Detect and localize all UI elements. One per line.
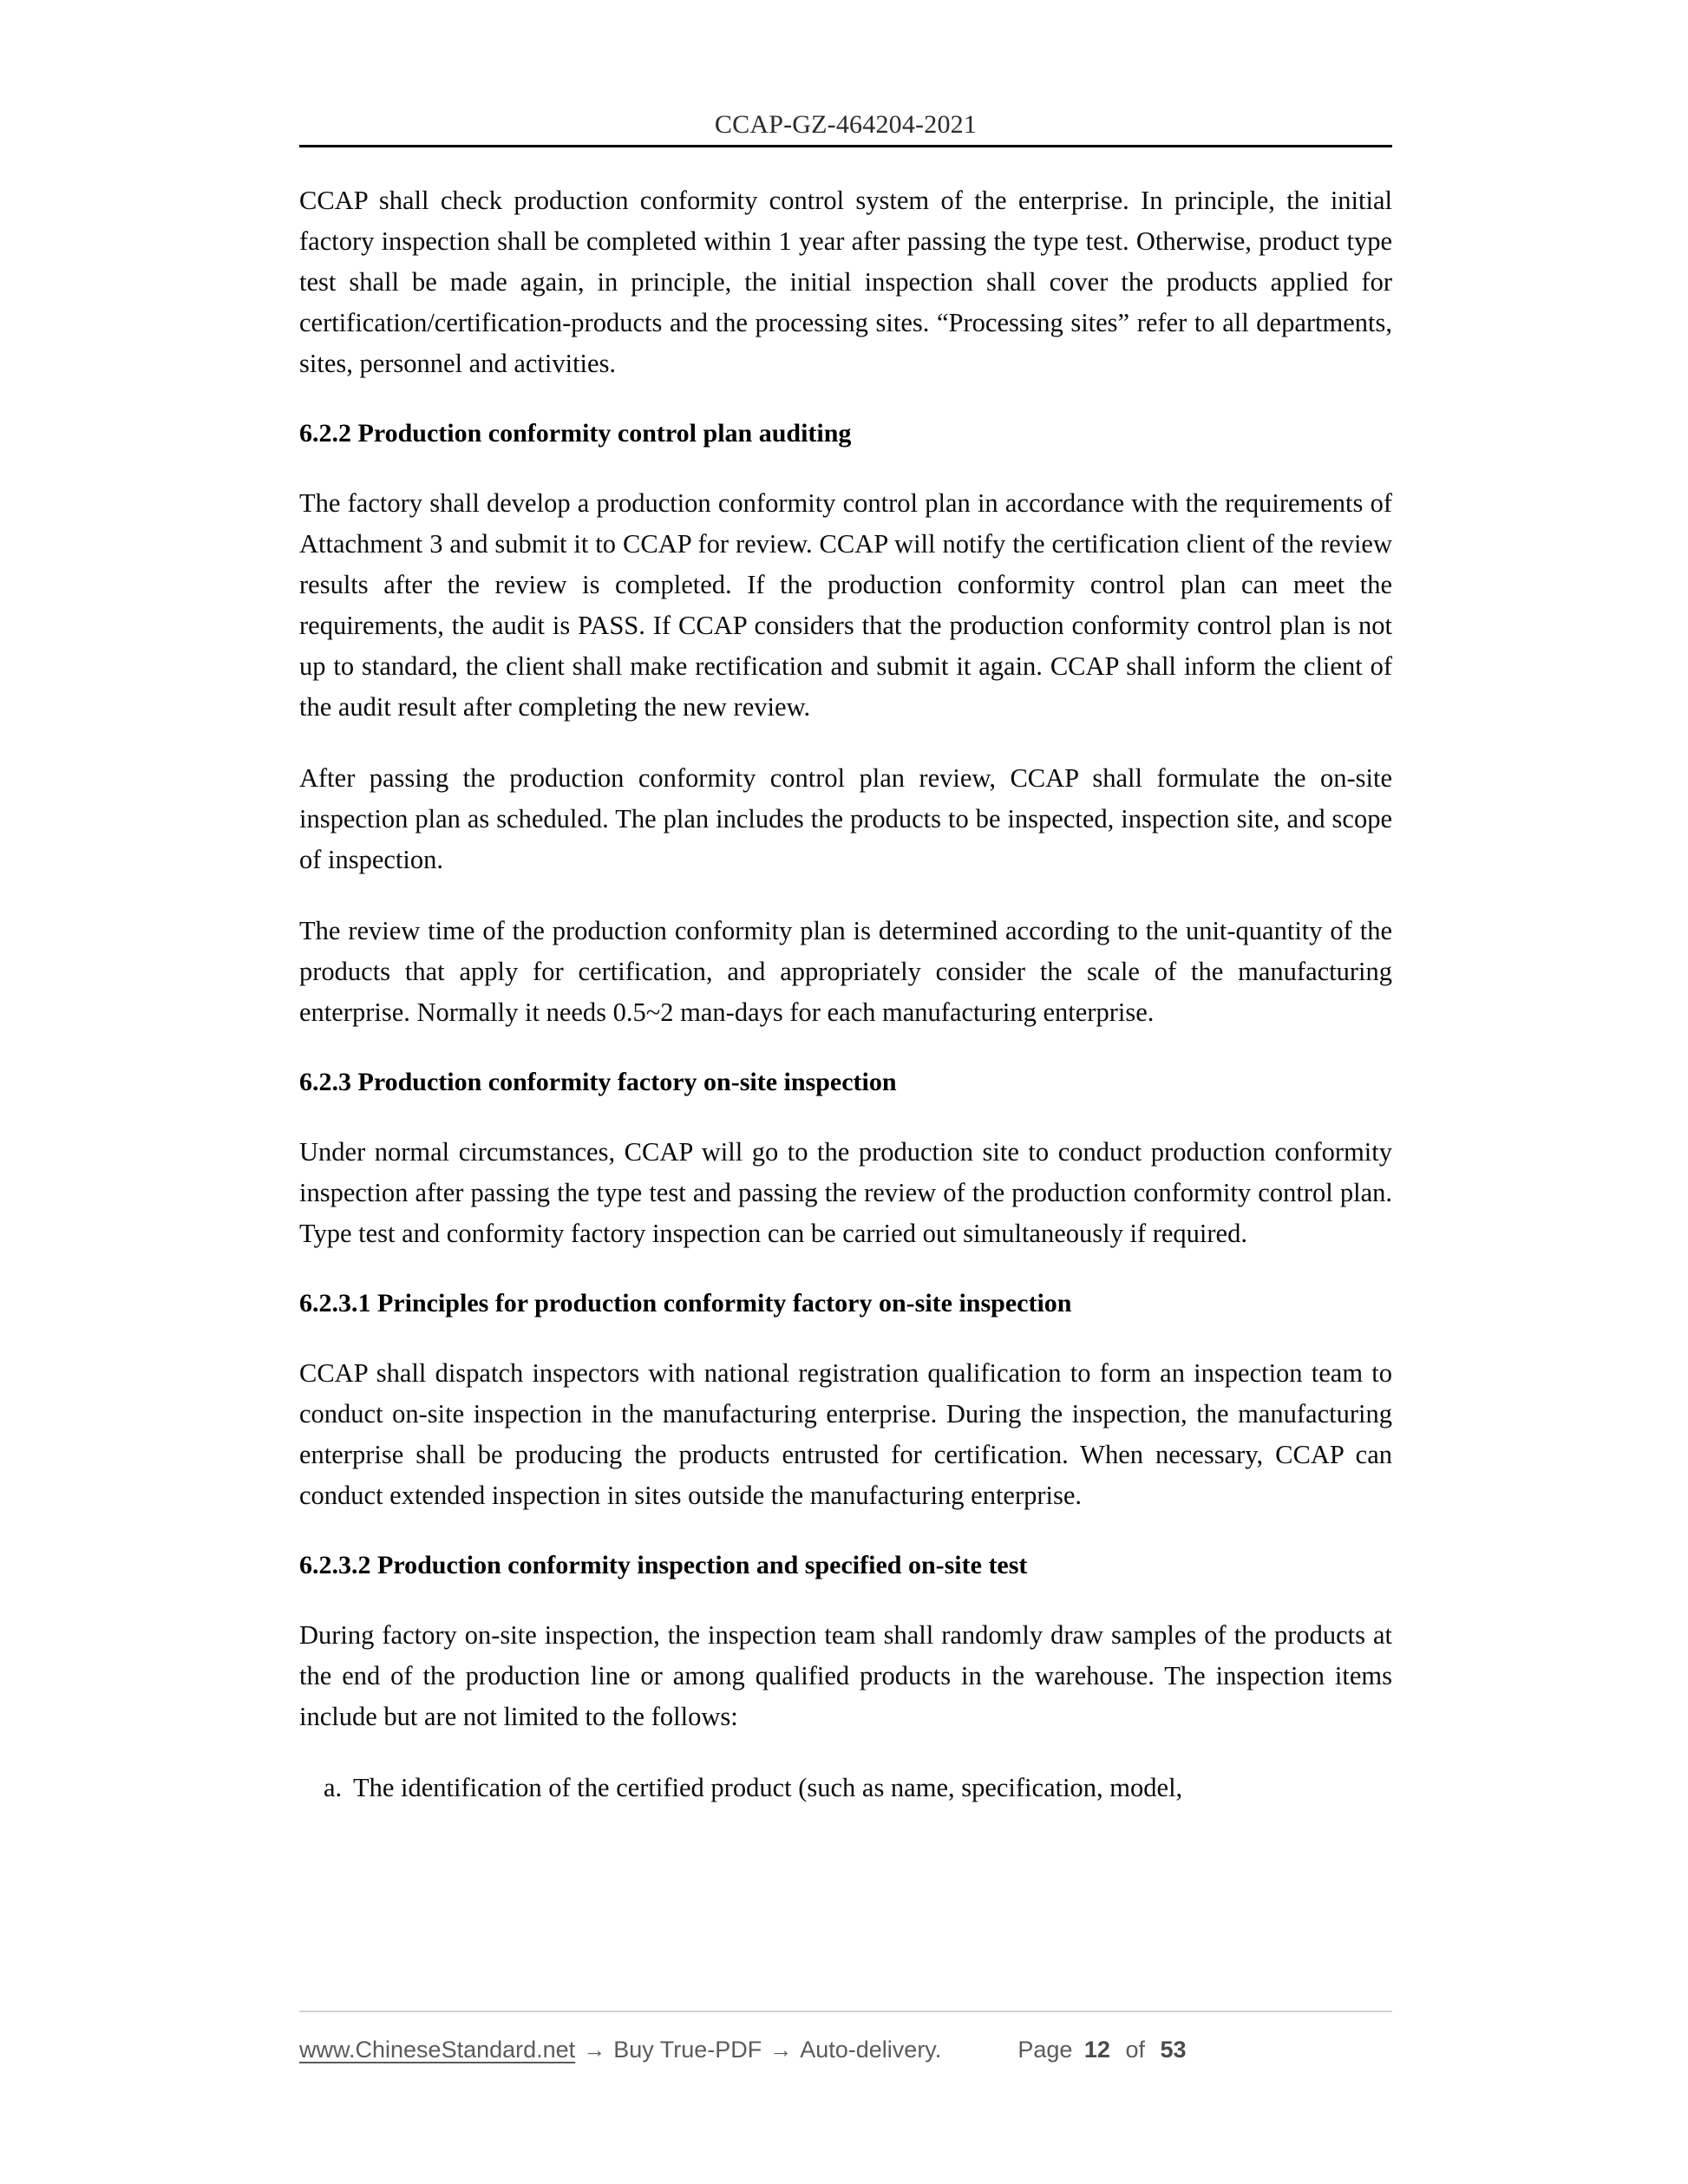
arrow-right-icon: → xyxy=(583,2037,606,2063)
page-label: Page xyxy=(1017,2037,1073,2063)
paragraph-6-2-2-2: After passing the production conformity control plan review, CCAP shall formulate the on-site inspection plan as scheduled. The plan includes the products to be inspected, inspection site, and scope of inspection. xyxy=(299,763,1392,874)
footer-promo-auto-delivery: Auto-delivery. xyxy=(800,2037,942,2063)
heading-6-2-3-1: 6.2.3.1 Principles for production conformity factory on-site inspection xyxy=(299,1289,1072,1318)
chinesestandard-link[interactable]: www.ChineseStandard.net xyxy=(299,2037,576,2063)
document-body xyxy=(299,180,1392,1817)
header-document-code: CCAP-GZ-464204-2021 xyxy=(714,110,978,139)
paragraph-intro: CCAP shall check production conformity control system of the enterprise. In principle, the initial factory inspection shall be completed within 1 year after passing the type test. Otherwise, product type test shall be made again, in principle, the initial inspection shall cover the products applied for certification/certification-products and the processing sites. “Processing sites” refer to all departments, sites, personnel and activities. xyxy=(299,186,1392,378)
paragraph-6-2-3-2-1: During factory on-site inspection, the inspection team shall randomly draw samples of the products at the end of the production line or among qualified products in the warehouse. The inspection items include but are not limited to the follows: xyxy=(299,1620,1392,1731)
footer-promo-buy-true-pdf: Buy True-PDF xyxy=(613,2037,762,2063)
inspection-items-list xyxy=(299,1768,1392,1808)
page-indicator xyxy=(1017,2037,1191,2063)
list-item-text: The identification of the certified product (such as name, specification, model, xyxy=(353,1773,1183,1802)
document-header xyxy=(299,111,1392,147)
heading-6-2-2: 6.2.2 Production conformity control plan auditing xyxy=(299,419,852,448)
paragraph-6-2-2-1: The factory shall develop a production conformity control plan in accordance with the requirements of Attachment 3 and submit it to CCAP for review. CCAP will notify the certification client of the review results after the review is completed. If the production conformity control plan can meet the requirements, the audit is PASS. If CCAP considers that the production conformity control plan is not up to standard, the client shall make rectification and submit it again. CCAP shall inform the client of the audit result after completing the new review. xyxy=(299,488,1392,722)
paragraph-6-2-3-1: Under normal circumstances, CCAP will go to the production site to conduct production conformity inspection after passing the type test and passing the review of the production conformity control plan. Type test and conformity factory inspection can be carried out simultaneously if required. xyxy=(299,1137,1392,1248)
footer-divider xyxy=(299,2011,1392,2012)
header-divider xyxy=(299,145,1392,147)
arrow-right-icon-second: → xyxy=(769,2037,793,2063)
page-of-label: of xyxy=(1125,2037,1145,2063)
heading-6-2-3-2: 6.2.3.2 Production conformity inspection and specified on-site test xyxy=(299,1551,1028,1579)
current-page-number: 12 xyxy=(1083,2037,1110,2063)
paragraph-6-2-2-3: The review time of the production conformity plan is determined according to the unit-quantity of the products that apply for certification, and appropriately consider the scale of the manufacturing enterprise. Normally it needs 0.5~2 man-days for each manufacturing enterprise. xyxy=(299,916,1392,1027)
document-footer xyxy=(299,2011,1392,2063)
heading-6-2-3: 6.2.3 Production conformity factory on-site inspection xyxy=(299,1068,897,1096)
paragraph-6-2-3-1-1: CCAP shall dispatch inspectors with national registration qualification to form an inspection team to conduct on-site inspection in the manufacturing enterprise. During the inspection, the manufacturing enterprise shall be producing the products entrusted for certification. When necessary, CCAP can conduct extended inspection in sites outside the manufacturing enterprise. xyxy=(299,1358,1392,1510)
list-item-marker: a. xyxy=(324,1773,343,1802)
total-page-number: 53 xyxy=(1160,2037,1187,2063)
list-item xyxy=(299,1768,1392,1808)
footer-content xyxy=(299,2037,1392,2063)
